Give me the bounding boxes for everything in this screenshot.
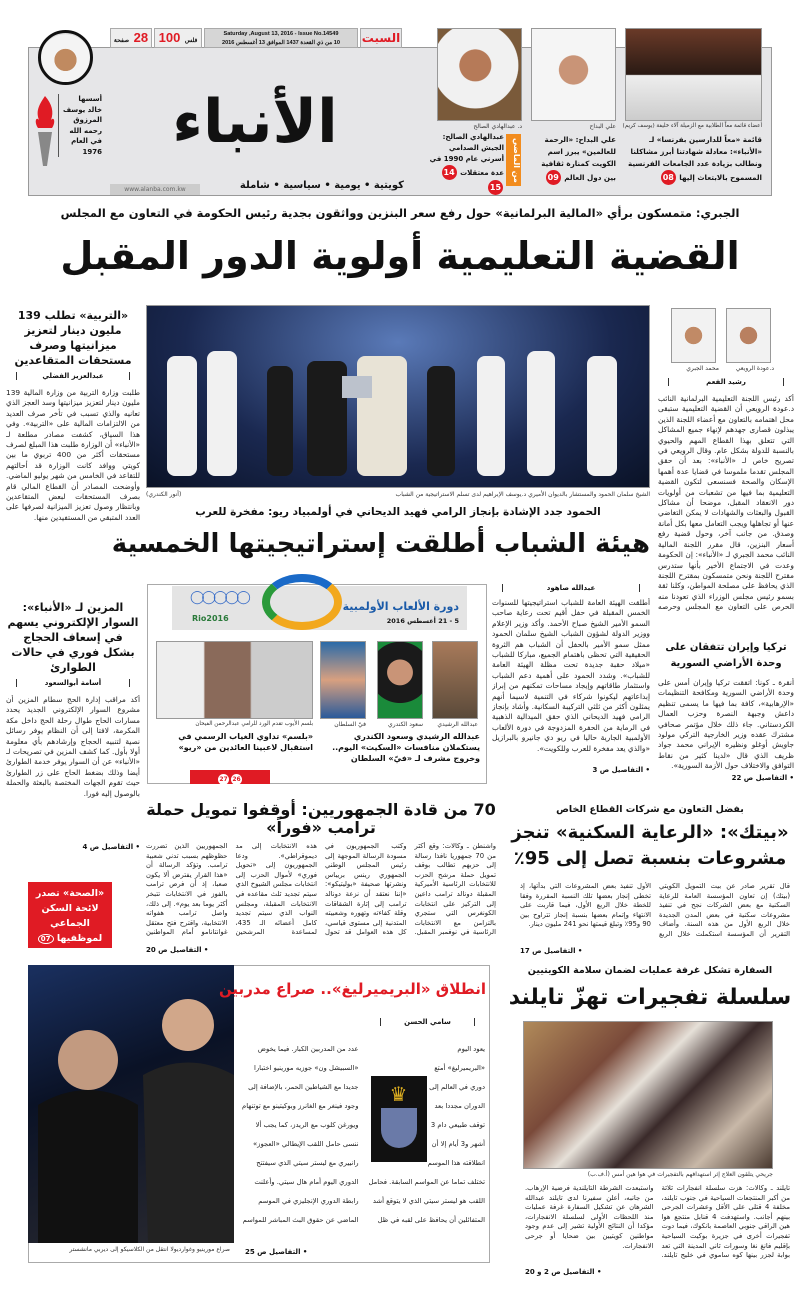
thailand-body: تايلند ـ وكالات: هزت سلسلة انفجارات ثلاثة من أكبر المنتجعات السياحية في جنوب تايلند، مخلفة 4 قتلى على الأقل وعشرات الجرحى بينهم أجانب. واستهدفت 4 قنابل منتجع هوا هين الراقي جنوبي العاصمة بانكوك، فيما دوت تفجيرات أخرى في جزيرة بوكيت السياحية بإقليم فانغ نغا وسورات ثاني المدينة التي تعد بوابة لجزر بينها كوه ساموي في خليج تايلند. واستبعدت الشرطة التايلندية فرضية الإرهاب. من جانبه، أعلن سفيرنا لدى تايلند عبدالله الشرهان عن تشكيل السفارة غرفة عمليات منذ اللحظات الأولى لسلسلة الانفجارات، مؤكدا أن النتائج الأولية تشير إلى عدم وجود مواطنين كويتيين بين ضحايا أو جرحى الانفجارات. (525, 1184, 790, 1260)
people-silhouettes (147, 306, 650, 488)
photo-kandari (377, 641, 423, 719)
premier-body-wrap (240, 1036, 485, 1238)
coach-silhouettes (28, 965, 234, 1243)
article-body: أطلقت الهيئة العامة للشباب استراتيجيتها للسنوات الخمس المقبلة في حفل أقيم تحت رعاية صاحب السمو الأمير الشيخ صباح الأحمد. وأكد وزير الإعلام ووزير الدولة لشؤون الشباب الشيخ سلمان الحمود ممثل سمو الأمير بالحفل أن الشباب هم الثروة الحقيقية التي تحظى باهتمام الجميع، مباركا للشباب «ميلاد حقبة جديدة تحت مظلة الهيئة العامة للشباب». وشدد الحمود على أهمية دعم الشباب واستثمار طاقاتهم وإيجاد مساحات تمكنهم من إبراز إبداعاتهم ليكونوا شركاء في التنمية لاسيما أنهم يمثلون أكثر من ثلثي التركيبة السكانية. وأشاد بإنجاز الرامي فهيد الديحاني الذي حقق الميدالية الذهبية في الرماية من الحفرة المزدوجة في دورة الألعاب الأولمبية الجارية حاليا في ريو دي جانيرو بالبرازيل «والذي يعد مفخرة للعرب وللكويت». (492, 598, 650, 753)
mourinho-guardiola-photo[interactable] (28, 965, 234, 1243)
website-link[interactable]: www.alanba.com.kw (110, 184, 200, 195)
teaser-photo-albaddah[interactable] (531, 28, 616, 121)
teaser-photo-students[interactable] (625, 28, 762, 121)
youth-ceremony-photo[interactable] (146, 305, 650, 488)
price-box (154, 28, 202, 48)
founder-text (58, 94, 102, 157)
details-link[interactable]: • التفاصيل ص 3 (592, 766, 650, 775)
details-link[interactable]: • التفاصيل ص 25 (245, 1248, 308, 1256)
premier-body: يعود اليوم «البريميرليغ» أمتع دوري في العالم إلى الدوران مجددا بعد توقف طبيعي دام 3 أشهر و3 أيام إلا أن انطلاقته هذا الموسم تختلف تماما عن المواسم السابقة. فحامل اللقب هو ليستر سيتي الذي لا يتوقع أشد المتفائلين أن يحافظ على لقبه في ظل عدد من المدربين الكبار. فيما يخوض «السبيشل ون» جوزيه مورينيو اختبارا جديدا مع الشياطين الحمر، بالإضافة إلى وجود فينغر مع الغانرز وبوكيتينو مع توتنهام ويورغن كلوب مع الريدز، كما يجب ألا ننسى حامل اللقب الإيطالي «العجوز» رانييري مع ليستر سيتي الذي سيفتتح الدوري اليوم أمام هال سيتي. وأعلنت رابطة الدوري الإنجليزي في الموسم الماضي عن حقوق البث المباشر للمواسم (241, 1045, 485, 1224)
price-value: 100 (158, 30, 181, 45)
trump-body: واشنطن ـ وكالات: وقع أكثر من 70 جمهوريا نافذا رسالة إلى حزبهم تطالب بوقف تمويل حملة مرشح الحزب للانتخابات الرئاسية الأميركية المقبلة دونالد ترامب داعين إلى التركيز على انتخابات الكونغرس التي ستجري بالتزامن مع الانتخابات الرئاسية في نوفمبر المقبل. وكتب الجمهوريون في مسودة الرسالة الموجهة إلى رئيس المجلس الوطني الجمهوري رينس بريباس ونشرتها صحيفة «بوليتيكو»: «إننا نعتقد أن نزعة دونالد ترامب إلى إثارة الشقاقات وقلة كفاءته وتهوره وشعبيته المتدنية إلى مستوى قياسي، كل هذه العوامل قد تحول هذه الانتخابات إلى مد ديموقراطي». ودعا الجمهوريون إلى «تحويل فوري» لأموال الحزب إلى انتخابات مجلس الشيوخ الذي سيتم تجديد ثلث مقاعده في الانتخابات المقبلة، ومجلس النواب الذي سيتم تجديد كامل أعضائه الـ 435، لمساعدة المرشحين الجمهوريين الذين تضررت حظوظهم بسبب تدني شعبية ترامب. وتؤكد الرسالة أن «هذا القرار يفترض ألا يكون صعبا، إذ أن فرص ترامب بالفوز في الانتخابات تتبخر أكثر يوما بعد يوم». إلى ذلك، واصل ترامب هفواته الانتخابية، واقترح فتح معتقل غوانتانامو أمام المواطنين (146, 842, 496, 937)
thailand-kicker: السفارة تشكل غرفة عمليات لضمان سلامة الكويتيين (527, 965, 773, 976)
crown-icon: ♛ (389, 1082, 408, 1106)
health-promo-box[interactable] (28, 882, 112, 948)
photo-caption: صراع مورينيو وغوارديولا انتقل من الكلاسيكو إلى ديربي مانشستر (69, 1246, 230, 1253)
story-headline: المزين لـ «الأنباء»: السوار الإلكتروني يسهم في إسعاف الحجاج بشكل فوري في حالات الطوارئ (7, 601, 139, 674)
pages-value: 28 (133, 30, 149, 45)
article-body: أكد مراقب إدارة الحج سطام المزين أن مشروع السوار الإلكتروني الجديد يحدد مسارات الحاج طوال رحلة الحج داخل مكة المكرمة، لافتا إلى أن النظام يوفر رسائل نصية لتنبيه الحجاج وإرشادهم بأي معلومة أولا بأول. كما كشف المزين في تصريحات لـ «الأنباء» عن أن السوار يوفر خدمة الطوارئ أيضا وذلك بضغط الحاج على زر الطوارئ حيث تقوم الجهات المختصة بالبعثة والحملة بالوصول إليه فورا. (6, 695, 140, 798)
teaser-headline: قائمة «معاً للدارسين بفرنسا» لـ «الأنباء»: معادلة شهادتنا أبرز مشاكلنا ونطالب بزيادة عدد الجامعات الفرنسية المسموح بالابتعاث إليها (627, 135, 762, 182)
lion-crest-icon (381, 1108, 417, 1148)
teaser-headline: علي البداح: «الرحمة للعالمين» يبرز اسم الكويت كمنارة ثقافية بين دول العالم (541, 135, 616, 182)
olympics-dates: 5 - 21 أغسطس 2016 (386, 617, 459, 625)
lead-headline[interactable]: القضية التعليمية أولوية الدور المقبل (60, 234, 740, 278)
from-the-past-badge: من الماضي (506, 134, 521, 186)
olympics-banner (172, 586, 467, 630)
pages-box (110, 28, 152, 48)
masthead (28, 28, 772, 196)
details-link[interactable]: • التفاصيل ص 20 (146, 946, 209, 954)
founder-line: أسسها (78, 95, 102, 103)
hajj-story[interactable] (6, 600, 140, 851)
page-ref: 08 (661, 170, 676, 185)
youth-story (492, 580, 650, 774)
beitak-body: قال تقرير صادر عن بيت التمويل الكويتي (بيتك) إن تعاون المؤسسة العامة للرعاية السكنية مع بعض الشركات نجح في تنفيذ مشروعات سكنية في بعض المدن الجديدة خلال الربع الأول من هذه السنة. وأضاف التقرير أن المؤسسة استكملت خلال الربع الأول تنفيذ بعض المشروعات التي بدأتها، إذ تخطى إنجاز بعضها تلك النسبة المقررة وفقا للخطة خلال الربع الأول، فيما قاربت على الانتهاء وإتمام بعضها بنسبة إنجاز تتراوح بين 90 و95٪ وتبلغ قيمتها نحو 241 مليون دينار. (520, 882, 790, 938)
page-ref: 27 (219, 776, 228, 783)
promo-text: «الصحة» تصدر لائحة السكن الجماعي لموظفيها (35, 888, 105, 944)
teaser-albaddah[interactable] (531, 134, 616, 185)
page-ref: 14 (442, 165, 457, 180)
teaser-caption: علي البداح (589, 123, 616, 130)
founder-line: المرزوق (73, 116, 102, 124)
photo-credit: (أنور الكندري) (146, 491, 182, 498)
youth-kicker: الحمود جدد الإشادة بإنجاز الرامي فهيد الديحاني في أولمبياد ريو: مفخرة للعرب (195, 506, 601, 518)
photo-caption: جريحي يتلقون العلاج إثر استهدافهم بالتفجيرات في هوا هين أمس (أ.ف.ب) (587, 1171, 773, 1178)
beitak-kicker: بفضل التعاون مع شركات القطاع الخاص (556, 804, 744, 815)
photo-airport-welcome (156, 641, 313, 719)
details-link[interactable]: • التفاصيل ص 22 (731, 773, 794, 782)
photo-aljabri (671, 308, 716, 363)
day-box: السبت (360, 28, 402, 48)
page-ref: 15 (488, 180, 503, 195)
byline: رشيد الفعم (668, 378, 784, 386)
details-link[interactable]: • التفاصيل ص 4 (82, 842, 140, 851)
byline: عبدالعزيز الفضلي (16, 372, 130, 380)
page-ref: 07 (38, 934, 54, 944)
byline: سامي الحسن (380, 1018, 475, 1026)
article-body: طلبت وزارة التربية من وزارة المالية 139 مليون دينار لتعزيز ميزانيتها وسد العجز الذي تعانيه والذي تسبب في تأخر صرف العديد من الالتزامات المالية على «التربية». وفي هذا السياق، كشفت مصادر مطلعة لـ «الأنباء» أن الوزارة طلبت هذا المبلغ لصرف مستحقات أكثر من 400 تربوي ما بين كويتي ووافد كانت الوزارة قد أحالتهم للتقاعد في الخامس من شهر يوليو الماضي. وأوضحت المصادر أن القطاع المالي قام بصرف المستحقات لبعض المتقاعدين وبانتظار وصول تعزيز الميزانية لصرفها على العدد المتبقي من المستفيدين منها. (6, 388, 140, 522)
teaser-headline: عبدالهادي الصالح: الجيش الصدامي أسرني عام 1990 في عدة معتقلات (429, 133, 504, 177)
lead-kicker: الجبري: متمسكون برأي «المالية البرلمانية» حول رفع سعر البنزين وواثقون بجدية رئيس الحكومة في التعاون مع المجلس (60, 206, 740, 220)
trophy-photo (371, 1076, 427, 1162)
photo-sultan (320, 641, 366, 719)
date-en: Saturday ,August 13, 2016 - Issue No.14549 (223, 31, 339, 37)
page-ref: 26 (232, 776, 241, 783)
torch-icon (34, 96, 56, 176)
rio-logo: Rio2016 (192, 614, 229, 623)
logo: الأنباء (172, 87, 338, 157)
byline: عبدالله صاهود (502, 584, 640, 592)
teaser-caption: أعضاء قائمة معاً الطلابية مع الزميلة آلاء خليفة (يوسف كريم) (622, 123, 762, 129)
photo-caption: الشيخ سلمان الحمود والمستشار بالديوان الأميري د.يوسف الإبراهيم لدى تسلم الاستراتيجية من الشباب (395, 491, 650, 498)
olympic-rings-icon: ◯◯◯◯◯ (190, 590, 248, 605)
article-body: أنقرة ـ كونا: اتفقت تركيا وإيران أمس على وحدة الأراضي السورية ومكافحة التنظيمات «الإرهابية»، كافة بما فيها ما يسمى تنظيم داعش وجبهة النصرة وحزب العمال الكردستاني. جاء ذلك خلال مؤتمر صحافي مشترك عقده وزير الخارجية التركي مولود جاويش أوغلو ونظيره الإيراني محمد جواد ظريف الذي قال «لدينا كثير من نقاط التوافق والاختلاف حول الأزمة السورية». (658, 678, 794, 771)
photo-caption: سعود الكندري (388, 721, 423, 728)
date-box (204, 28, 358, 48)
price-unit: فلس (184, 38, 198, 44)
details-link[interactable]: • التفاصيل ص 2 و 20 (525, 1268, 602, 1276)
founder-line: في العام (71, 137, 102, 145)
teaser-students[interactable] (625, 134, 762, 185)
pages-unit: صفحة (113, 38, 130, 44)
teaser-caption: د. عبدالهادي الصالح (473, 123, 522, 130)
story-headline: «التربية» تطلب 139 مليون دينار لتعزيز ميزانيتها وصرف مستحقات المتقاعدين (14, 309, 132, 367)
olympics-pages-bar (190, 770, 270, 784)
article-body: أكد رئيس اللجنة التعليمية البرلمانية النائب د.عودة الرويعي أن القضية التعليمية ستبقى محل اهتمامه بالتعاون مع أعضاء اللجنة الذين يبذلون قصارى جهدهم لإنهاء جميع المشاكل التي تتعلق بهذا القطاع المهم والحيوي بالنسبة للدولة بشكل عام. وقال الرويعي في تصريح خاص لـ «الأنباء»: بعد أن حقق المجلس تقدما ملموسا في قضايا عدة أهمها الإسكان والصحة فسنسعى لتكون القضية التعليمية بما فيها من تشعبات من أولويات دور الانعقاد المقبل، موضحا أن مشاكل القبول والبعثات والشهادات لا يمكن التغاضي عنها أو تجاهلها ويجب التعامل معها بكل أمانة وصدق. من جانب آخر، وحول قضية رفع أسعار البنزين، قال مقرر اللجنة المالية النائب محمد الجبري لـ «الأنباء»: إن الحكومة وعدت في الاجتماع الأخير بأنها ستدرس مقترح اللجنة ونحن متمسكون بمقترح اللجنة الذي يحافظ على مصلحة المواطن، وكلنا ثقة بسمو رئيس مجلس الوزراء الذي تعودنا منه الحرص على التعاون مع المجلس وحرصه (658, 394, 794, 612)
story-headline: تركيا وإيران تتفقان على وحدة الأراضي السورية (665, 642, 787, 669)
founder-line: 1976 (82, 147, 102, 156)
tagline: كويتية • يومية • سياسية • شاملة (239, 180, 404, 191)
olympics-headline-2[interactable]: «بلسم» تداوي الغياب الرسمي في استقبال لاعبينا العائدين من «ريو» (178, 732, 313, 752)
photo-caption: فيّ السلطان (334, 721, 366, 728)
youth-headline[interactable]: هيئة الشباب أطلقت إستراتيجيتها الخمسية (111, 529, 650, 559)
teaser-photo-alsaleh[interactable] (437, 28, 522, 121)
page-ref: 09 (546, 170, 561, 185)
thailand-blast-photo[interactable] (523, 1021, 773, 1169)
turkey-story[interactable] (658, 640, 794, 782)
thailand-headline[interactable]: سلسلة تفجيرات تهزّ تايلند (508, 985, 792, 1010)
beitak-headline[interactable]: «بيتك»: «الرعاية السكنية» تنجز مشروعات بنسبة تصل إلى 95٪ (511, 822, 789, 869)
byline: أسامة أبوالسعود (16, 679, 130, 687)
photo-caption: بلسم الأيوب تقدم الورد للرامي عبدالرحمن الفيحان (195, 721, 313, 727)
founder-portrait (38, 30, 93, 85)
date-ar: 10 من ذي القعدة 1437 الموافق 13 أغسطس 2016 (221, 39, 341, 46)
photo-alruwaie (726, 308, 771, 363)
photo-caption: محمد الجبري (686, 365, 719, 372)
olympics-title: دورة الألعاب الأولمبية (342, 600, 459, 613)
olympics-headline-1[interactable]: عبدالله الرشيدي وسعود الكندري يستكملان منافسات «السكيت» اليوم.. وخروج مشرف لـ «فيّ» السلطان (332, 732, 480, 763)
details-link[interactable]: • التفاصيل ص 17 (520, 947, 583, 955)
premier-headline[interactable]: انطلاق «البريميرليغ».. صراع مدربين (218, 980, 486, 998)
trump-headline[interactable]: 70 من قادة الجمهوريين: أوقفوا تمويل حملة ترامب «فوراً» (146, 800, 496, 837)
lead-column (658, 374, 794, 612)
premier-byline-col (370, 1014, 485, 1030)
founder-line: خالد يوسف (62, 105, 102, 114)
teaser-alsaleh[interactable] (426, 132, 504, 195)
founder-line: رحمه الله (69, 126, 102, 135)
rio-mascot-icon (262, 574, 342, 630)
photo-rashidi (432, 641, 478, 719)
photo-caption: عبدالله الرشيدي (437, 721, 478, 728)
photo-caption: د.عودة الرويعي (735, 365, 774, 372)
